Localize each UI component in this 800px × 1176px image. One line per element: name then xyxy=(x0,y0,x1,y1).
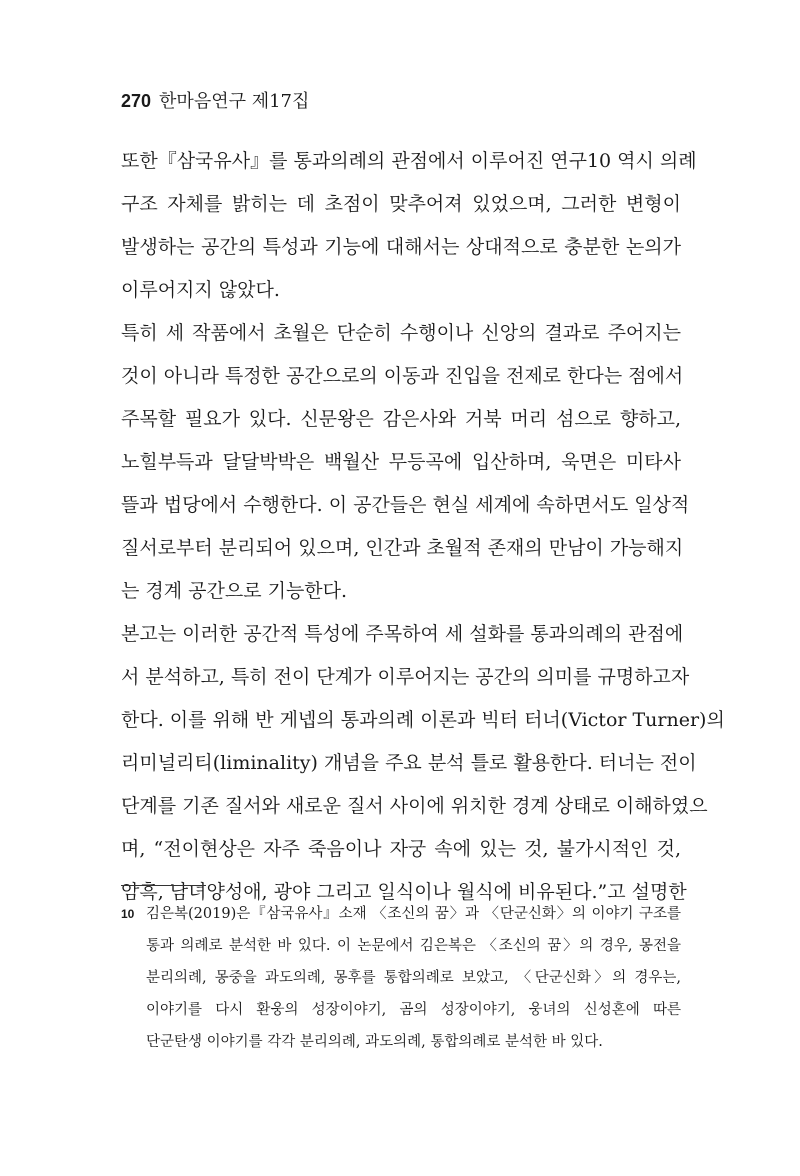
page-number: 270 xyxy=(121,91,152,111)
body-line: 주목할 필요가 있다. 신문왕은 감은사와 거북 머리 섬으로 향하고, xyxy=(121,408,681,430)
footnote-line: 분리의례, 몽중을 과도의례, 몽후를 통합의례로 보았고, 〈단군신화〉의 경우는, xyxy=(146,970,681,986)
footnote-line: 통과 의례로 분석한 바 있다. 이 논문에서 김은복은 〈조신의 꿈〉의 경우, 몽전을 xyxy=(146,938,681,954)
body-line: 본고는 이러한 공간적 특성에 주목하여 세 설화를 통과의례의 관점에 xyxy=(121,623,684,645)
body-line: 이루어지지 않았다. xyxy=(121,279,280,301)
body-line: 리미널리티(liminality) 개념을 주요 분석 틀로 활용한다. 터너는 전이 xyxy=(121,752,697,774)
body-line: 는 경계 공간으로 기능한다. xyxy=(121,580,348,602)
body-line: 노힐부득과 달달박박은 백월산 무등곡에 입산하며, 욱면은 미타사 xyxy=(121,451,681,473)
footnote-line xyxy=(121,898,681,930)
footnote-line: 이야기를 다시 환웅의 성장이야기, 곰의 성장이야기, 웅녀의 신성혼에 따른 xyxy=(146,1002,681,1018)
body-line: 한다. 이를 위해 반 게넵의 통과의례 이론과 빅터 터너(Victor Turner)의 xyxy=(121,709,725,731)
body-line: 또한『삼국유사』를 통과의례의 관점에서 이루어진 연구10 역시 의례 xyxy=(121,150,697,172)
journal-title: 한마음연구 제17집 xyxy=(159,91,310,112)
footnote-marker: 10 xyxy=(121,907,135,921)
body-line: 단계를 기존 질서와 새로운 질서 사이에 위치한 경계 상태로 이해하였으 xyxy=(121,795,708,817)
body-line: 구조 자체를 밝히는 데 초점이 맞추어져 있었으며, 그러한 변형이 xyxy=(121,193,681,215)
body-line: 서 분석하고, 특히 전이 단계가 이루어지는 공간의 의미를 규명하고자 xyxy=(121,666,690,688)
body-line: 발생하는 공간의 특성과 기능에 대해서는 상대적으로 충분한 논의가 xyxy=(121,236,681,258)
footnote-text: 김은복(2019)은『삼국유사』소재 〈조신의 꿈〉과 〈단군신화〉의 이야기 구조를 xyxy=(146,906,681,922)
running-header xyxy=(121,89,309,114)
body-text xyxy=(121,140,725,914)
body-line: 뜰과 법당에서 수행한다. 이 공간들은 현실 세계에 속하면서도 일상적 xyxy=(121,494,690,516)
body-line: 암흑, 남녀양성애, 광야 그리고 일식이나 월식에 비유된다.”고 설명한 xyxy=(121,881,687,903)
footnote-separator xyxy=(121,885,206,886)
body-line: 특히 세 작품에서 초월은 단순히 수행이나 신앙의 결과로 주어지는 xyxy=(121,322,681,344)
footnote xyxy=(121,898,681,1058)
footnote-line: 단군탄생 이야기를 각각 분리의례, 과도의례, 통합의례로 분석한 바 있다. xyxy=(146,1034,603,1050)
body-line: 질서로부터 분리되어 있으며, 인간과 초월적 존재의 만남이 가능해지 xyxy=(121,537,684,559)
body-line: 것이 아니라 특정한 공간으로의 이동과 진입을 전제로 한다는 점에서 xyxy=(121,365,684,387)
body-line: 며, “전이현상은 자주 죽음이나 자궁 속에 있는 것, 불가시적인 것, xyxy=(121,838,681,860)
